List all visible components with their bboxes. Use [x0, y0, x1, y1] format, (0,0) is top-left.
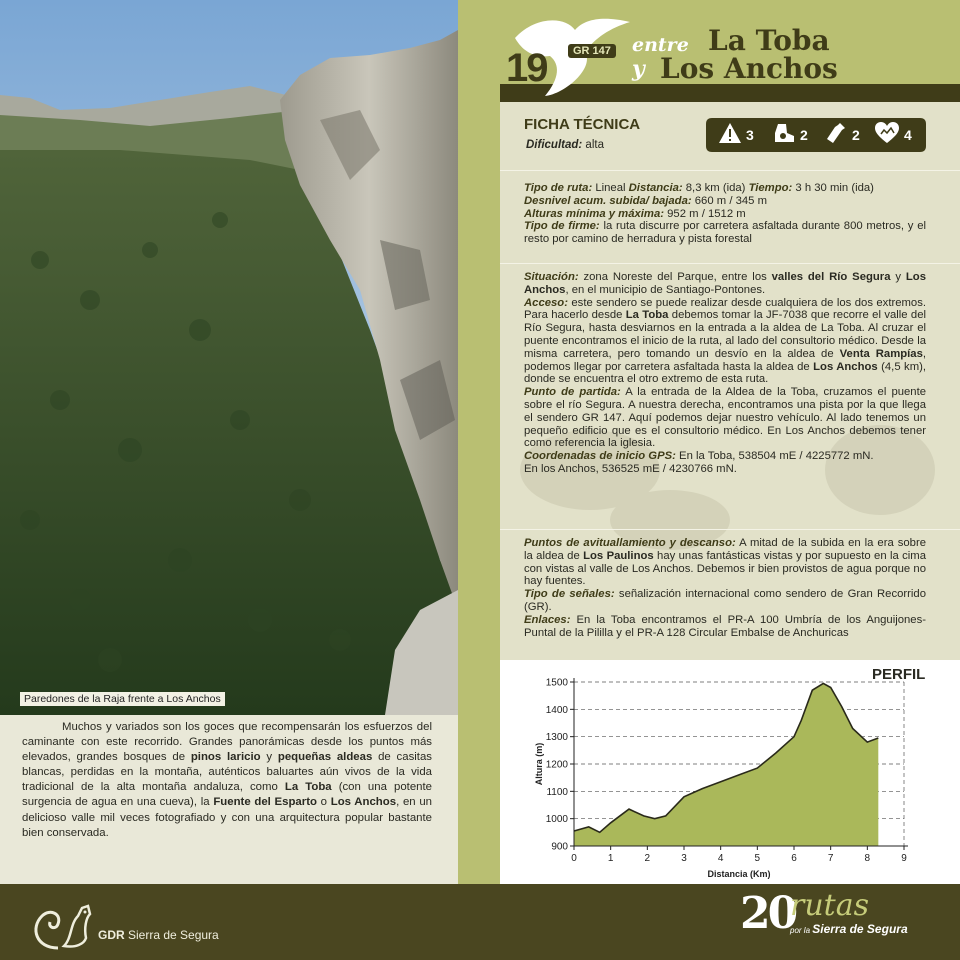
x-tick-label: 4: [717, 853, 724, 864]
separator: [500, 263, 960, 264]
rating-boot: 2: [772, 118, 808, 152]
bottle-icon: [824, 121, 848, 150]
elevation-profile-chart: [524, 672, 924, 882]
x-tick-label: 8: [864, 853, 871, 864]
gdr-squirrel-logo: [28, 888, 94, 957]
x-tick-label: 6: [791, 853, 797, 864]
photo-caption: Paredones de la Raja frente a Los Anchos: [20, 692, 225, 706]
separator: [500, 170, 960, 171]
rating-warning: 3: [718, 118, 754, 152]
route-specs: Tipo de ruta: Lineal Distancia: 8,3 km (ida) Tiempo: 3 h 30 min (ida) Desnivel acum. subida/ bajada: 660 m / 345 m Alturas mínima y máxima: 952 m / 1512 m Tipo de firme: la ruta discurre por carretera asfaltada durante 800 metros, y el resto por camino de herradura y pista forestal: [524, 182, 926, 246]
services-links: Puntos de avituallamiento y descanso: A mitad de la subida en la era sobre la aldea de Los Paulinos hay unas fantásticas vistas y por supuesto en la cima con vistas al valle de Los Anchos. Debemos ir bien provistos de agua porque no hay fuentes. Tipo de señales: señalización internacional como sendero de Gran Recorrido (GR). Enlaces: En la Toba encontramos el PR-A 100 Umbría de los Anguijones-Puntal de la Pililla y el PR-A 128 Circular Embalse de Anchuricas: [524, 537, 927, 639]
rating-bottle: 2: [824, 118, 860, 152]
separator: [500, 529, 960, 530]
brand-word: rutas: [790, 888, 869, 923]
y-tick-label: 900: [551, 841, 568, 853]
y-tick-label: 1200: [545, 759, 568, 771]
y-tick-label: 1500: [545, 677, 568, 689]
title-word-y: y: [632, 56, 645, 82]
page-spine-footer: [458, 884, 500, 960]
title-word-entre: entre: [632, 34, 689, 56]
difficulty-ratings: [706, 118, 926, 152]
landscape-photo: [0, 0, 458, 715]
warning-icon: [718, 122, 742, 149]
gr-badge: GR 147: [568, 44, 616, 58]
heart-icon: [874, 121, 900, 150]
x-tick-label: 3: [681, 853, 687, 864]
ficha-tecnica-heading: FICHA TÉCNICA: [524, 116, 641, 133]
x-axis-label: Distancia (Km): [707, 869, 771, 879]
y-tick-label: 1000: [545, 814, 568, 826]
x-tick-label: 7: [827, 853, 834, 864]
x-tick-label: 0: [571, 853, 577, 864]
route-title-line1: La Toba: [708, 24, 830, 57]
y-tick-label: 1300: [545, 732, 568, 744]
page-spine: [458, 0, 500, 960]
x-tick-label: 9: [901, 853, 907, 864]
y-tick-label: 1400: [545, 704, 568, 716]
x-tick-label: 2: [644, 853, 651, 864]
boot-icon: [772, 121, 796, 150]
x-tick-label: 1: [607, 853, 614, 864]
rating-heart: 4: [874, 118, 912, 152]
route-number: 19: [506, 46, 547, 90]
situation-access: Situación: zona Noreste del Parque, entre los valles del Río Segura y Los Anchos, en el municipio de Santiago-Pontones. Acceso: este sendero se puede realizar desde cualquiera de los dos extremos. Para hacerlo desde La Toba debemos tomar la JF-7038 que recorre el valle del Río Segura, hasta desviarnos en la entrada a la aldea de La Toba. Al cruzar el puente encontramos el inicio de la ruta, al lado del consultorio médico. Desde la misma carretera, pero tomando un desvío en la aldea de Venta Rampías, podemos llegar por carretera asfaltada hasta la aldea de Los Anchos (4,5 km), donde se encuentra el otro extremo de esta ruta. Punto de partida: A la entrada de la Aldea de la Toba, cruzamos el puente sobre el río Segura. A nuestra derecha, encontramos una pista por la que llega el sendero GR 147. Aquí podemos dejar nuestro vehículo. Al lado tenemos un pequeño edificio que es el consultorio médico. En Los Anchos debemos tener como referencia la iglesia. Coordenadas de inicio GPS: En la Toba, 538504 mE / 4225772 mN. En los Anchos, 536525 mE / 4230766 mN.: [524, 271, 927, 475]
y-tick-label: 1100: [546, 786, 568, 798]
route-title-line2: Los Anchos: [660, 52, 838, 85]
intro-text: Muchos y variados son los goces que recompensarán los esfuerzos del caminante con este recorrido. Grandes panorámicas desde los puntos más elevados, grandes bosques de pinos laricio y pequeñas aldeas de casitas blancas, perdidas en la montaña, auténticos baluartes aún vivos de la vida tradicional de la alta montaña andaluza, como La Toba (con una potente surgencia de agua en una cueva), la Fuente del Esparto o Los Anchos, en un delicioso valle mil veces fotografiado y con una arquitectura popular bastante bien conservada.: [22, 721, 433, 839]
perfil-title: PERFIL: [872, 666, 926, 683]
gdr-brand: GDR Sierra de Segura: [98, 928, 219, 942]
x-tick-label: 5: [754, 853, 761, 864]
dificultad-line: Dificultad: alta: [526, 139, 604, 151]
elevation-area: [574, 683, 878, 846]
brand-number: 20: [740, 888, 796, 939]
brand-subtitle: por la Sierra de Segura: [790, 922, 908, 936]
y-axis-label: Altura (m): [534, 742, 544, 786]
